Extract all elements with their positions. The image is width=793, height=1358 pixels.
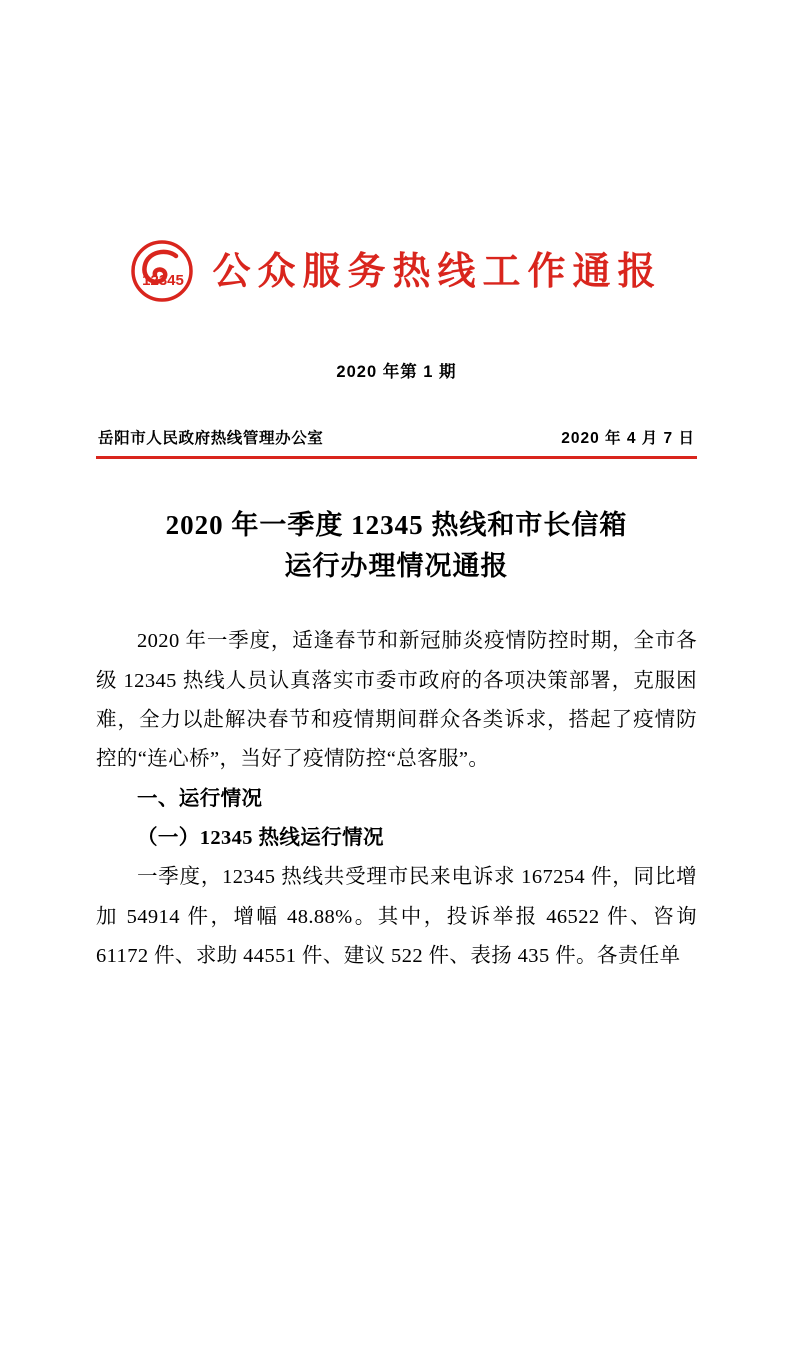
body-paragraph: 2020 年一季度，适逢春节和新冠肺炎疫情防控时期，全市各级 12345 热线人员认真落实市委市政府的各项决策部署，克服困难，全力以赴解决春节和疫情期间群众各类诉求，搭起了疫情防控的“连心桥”，当好了疫情防控“总客服”。 (96, 630, 697, 771)
section-heading: 一、运行情况 (137, 787, 263, 810)
issue-date: 2020 年 4 月 7 日 (561, 430, 695, 447)
issuing-organization: 岳阳市人民政府热线管理办公室 (98, 430, 324, 447)
page-title-line-1: 2020 年一季度 12345 热线和市长信箱 (165, 509, 628, 540)
page-title-line-2: 运行办理情况通报 (284, 551, 509, 582)
subsection-heading: （一）12345 热线运行情况 (137, 826, 384, 849)
document-meta (96, 426, 697, 454)
body-paragraph: 一季度，12345 热线共受理市民来电诉求 167254 件，同比增加 54914 件，增幅 48.88%。其中，投诉举报 46522 件、咨询 61172 件、求助 44551 件、建议 522 件、表扬 435 件。各责任单 (96, 866, 697, 968)
page-title (96, 505, 697, 589)
document-page (0, 236, 793, 1358)
header-divider (96, 456, 697, 459)
svg-text:12345: 12345 (142, 272, 185, 289)
document-body (96, 622, 697, 976)
masthead-title: 公众服务热线工作通报 (212, 251, 663, 293)
hotline-12345-logo-icon (130, 239, 194, 303)
issue-number: 2020 年第 1 期 (336, 363, 457, 381)
masthead (96, 236, 697, 306)
